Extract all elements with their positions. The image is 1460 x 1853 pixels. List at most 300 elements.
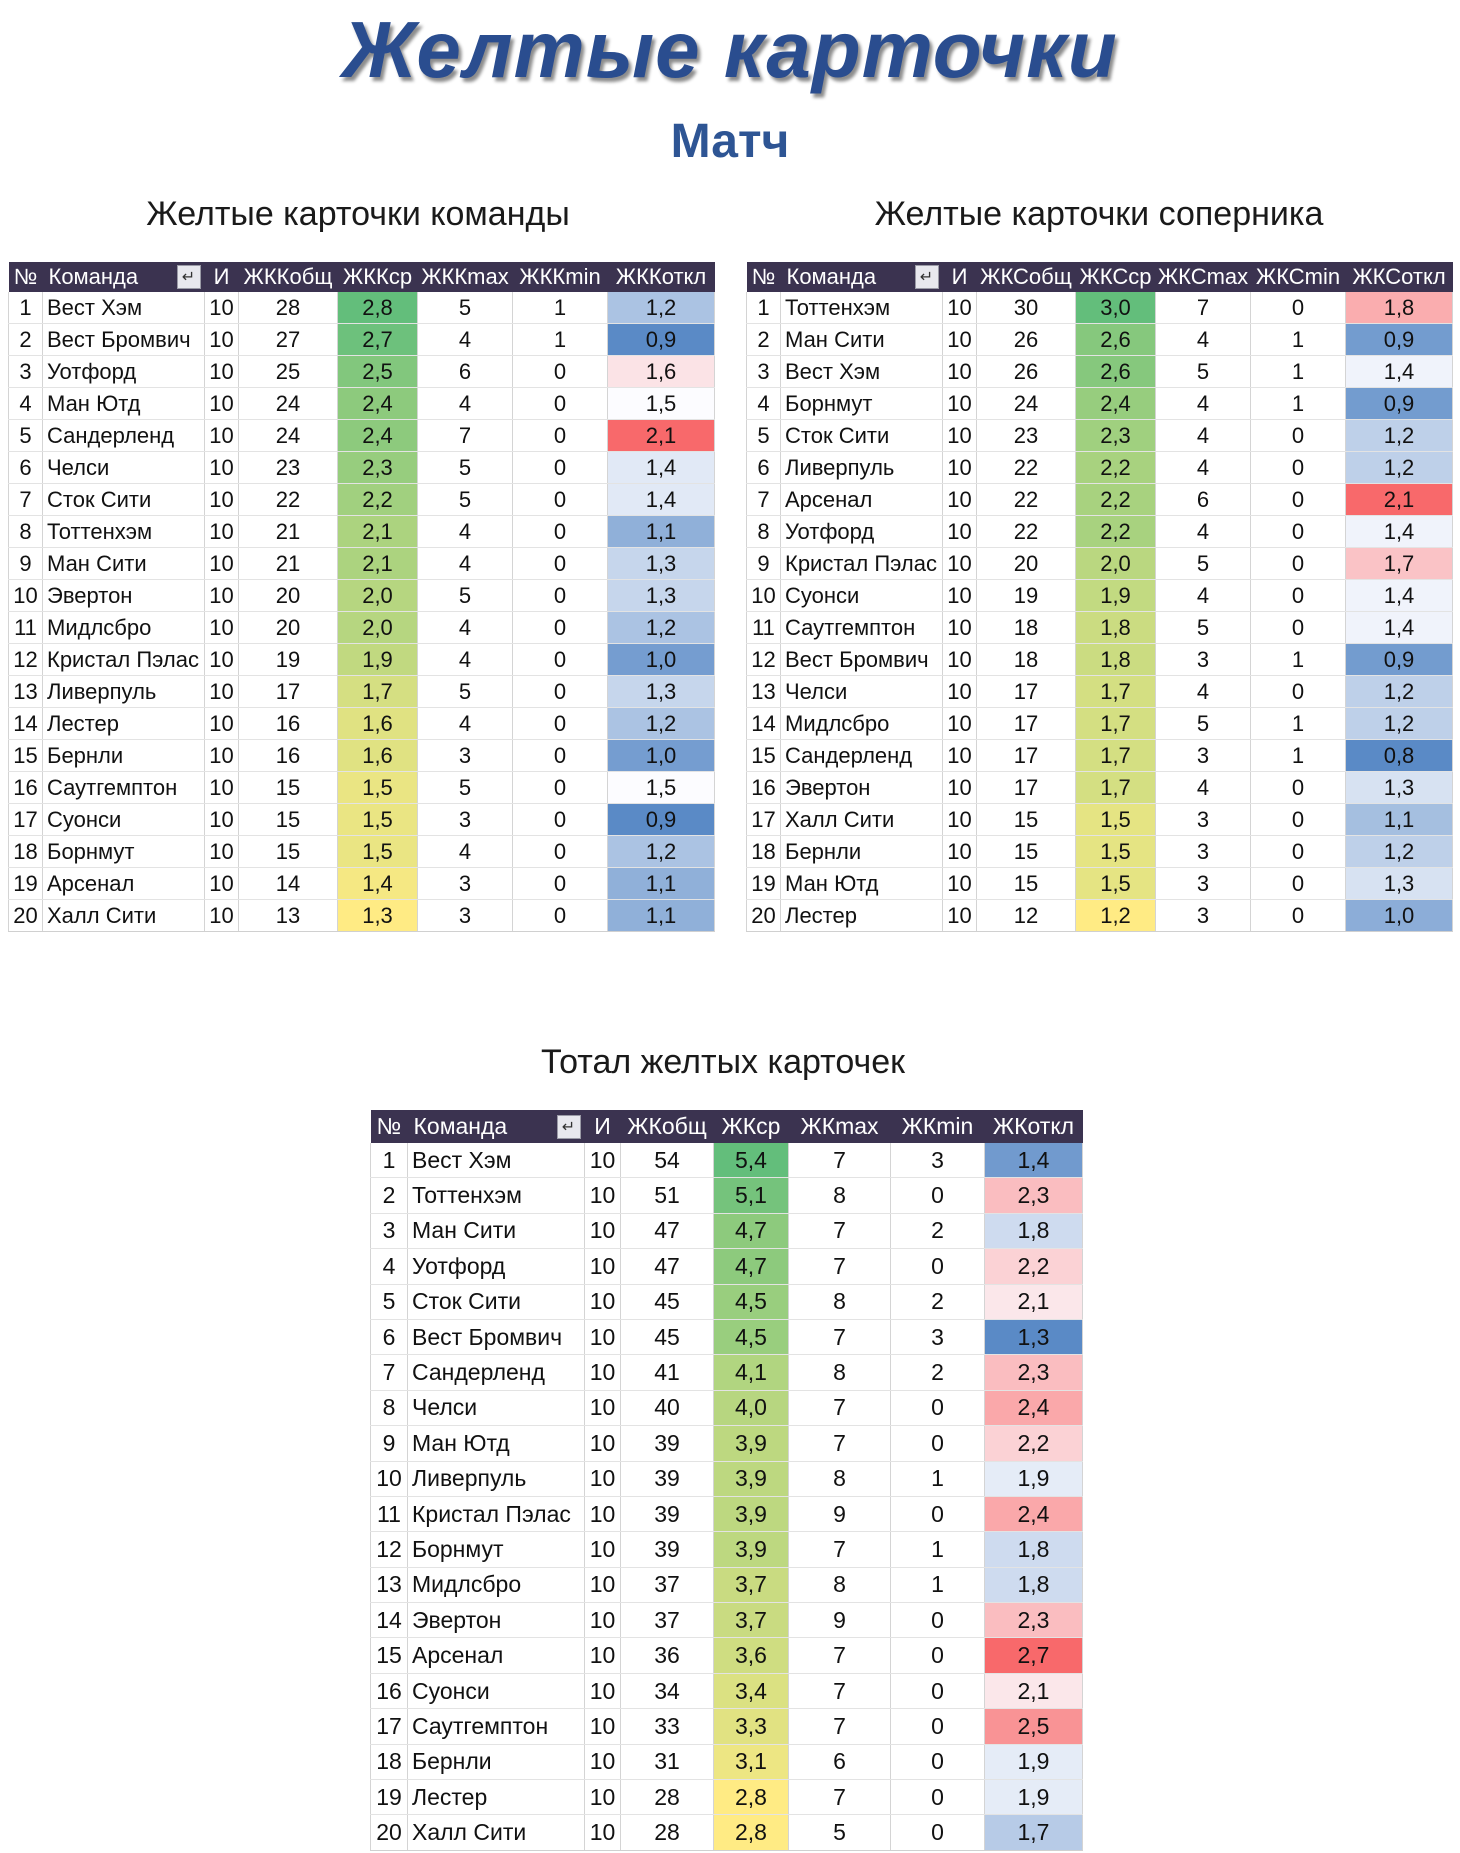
cell-games: 10 [943,420,977,452]
cell-avg: 2,4 [338,420,418,452]
cell-dev: 1,3 [608,580,715,612]
cell-games: 10 [943,356,977,388]
cell-games: 10 [585,1426,621,1461]
cell-team: Кристал Пэлас [408,1496,585,1531]
cell-num: 10 [747,580,781,612]
cell-num: 11 [9,612,43,644]
header-max [1156,262,1251,292]
header-label: № [751,264,776,289]
header-games [943,262,977,292]
cell-total: 25 [239,356,338,388]
cell-max: 4 [1156,452,1251,484]
cell-avg: 2,2 [1076,452,1156,484]
header-team[interactable] [408,1110,585,1143]
header-avg [714,1110,789,1143]
cell-dev: 1,4 [1346,612,1453,644]
cell-min: 0 [891,1390,985,1425]
cell-team: Лестер [408,1780,585,1815]
cell-num: 8 [371,1390,408,1425]
cell-dev: 1,1 [608,516,715,548]
cell-dev: 1,8 [1346,292,1453,324]
cell-total: 24 [239,388,338,420]
cell-num: 5 [9,420,43,452]
cell-total: 28 [621,1815,714,1850]
header-label: ЖКоткл [992,1113,1075,1139]
cell-min: 0 [891,1709,985,1744]
cell-total: 24 [977,388,1076,420]
cell-avg: 4,5 [714,1319,789,1354]
cell-dev: 2,7 [985,1638,1083,1673]
cell-num: 4 [371,1249,408,1284]
cell-num: 15 [747,740,781,772]
table-row [9,708,715,740]
cell-dev: 1,7 [1346,548,1453,580]
cell-max: 7 [789,1426,891,1461]
cell-games: 10 [943,676,977,708]
cell-team: Халл Сити [408,1815,585,1850]
cell-min: 2 [891,1284,985,1319]
cell-num: 7 [9,484,43,516]
cell-total: 16 [239,708,338,740]
cell-min: 0 [1251,580,1346,612]
cell-games: 10 [205,356,239,388]
cell-num: 8 [9,516,43,548]
cell-avg: 5,1 [714,1178,789,1213]
cell-max: 4 [418,516,513,548]
cell-dev: 1,3 [608,676,715,708]
cell-max: 4 [1156,324,1251,356]
cell-avg: 1,9 [1076,580,1156,612]
cell-num: 17 [371,1709,408,1744]
table-row [371,1390,1083,1425]
cell-team: Бернли [43,740,205,772]
table-row [9,516,715,548]
cell-num: 6 [9,452,43,484]
cell-total: 39 [621,1496,714,1531]
cell-min: 0 [513,900,608,932]
cell-team: Уотфорд [408,1249,585,1284]
cell-min: 0 [513,644,608,676]
header-total [239,262,338,292]
cell-avg: 1,6 [338,740,418,772]
cell-avg: 2,0 [1076,548,1156,580]
cell-dev: 1,4 [1346,356,1453,388]
cell-dev: 1,8 [985,1532,1083,1567]
cell-games: 10 [205,868,239,900]
cell-avg: 4,0 [714,1390,789,1425]
cell-dev: 2,2 [985,1249,1083,1284]
cell-min: 0 [513,356,608,388]
cell-team: Борнмут [408,1532,585,1567]
header-num [9,262,43,292]
sort-filter-icon[interactable]: ↵ [177,265,201,289]
header-label: ЖКСmax [1157,264,1249,289]
cell-total: 19 [239,644,338,676]
header-label: № [376,1113,402,1139]
cell-max: 7 [789,1673,891,1708]
header-label: ЖККmin [519,264,601,289]
cell-total: 22 [977,452,1076,484]
cell-max: 4 [418,612,513,644]
cell-dev: 1,5 [608,772,715,804]
cell-avg: 5,4 [714,1143,789,1178]
cell-dev: 0,9 [1346,324,1453,356]
cell-num: 13 [371,1567,408,1602]
sort-filter-icon[interactable]: ↵ [915,265,939,289]
cell-max: 5 [418,452,513,484]
cell-team: Сандерленд [43,420,205,452]
header-label: ЖКmax [800,1113,879,1139]
cell-min: 0 [891,1603,985,1638]
cell-max: 8 [789,1461,891,1496]
cell-avg: 2,4 [338,388,418,420]
cell-max: 7 [418,420,513,452]
cell-min: 3 [891,1319,985,1354]
cell-dev: 1,9 [985,1461,1083,1496]
cell-min: 0 [513,868,608,900]
cell-total: 20 [239,580,338,612]
cell-min: 1 [1251,388,1346,420]
cell-num: 18 [747,836,781,868]
cell-min: 0 [1251,420,1346,452]
cell-total: 15 [239,804,338,836]
cell-games: 10 [205,804,239,836]
table-row [9,900,715,932]
cell-num: 1 [9,292,43,324]
cell-total: 36 [621,1638,714,1673]
cell-min: 0 [891,1496,985,1531]
cell-max: 8 [789,1178,891,1213]
cell-avg: 2,6 [1076,324,1156,356]
cell-total: 17 [977,740,1076,772]
table-row [9,644,715,676]
table-row [9,420,715,452]
table-row [371,1638,1083,1673]
cell-games: 10 [943,772,977,804]
table-row [9,804,715,836]
table-row [747,708,1453,740]
cell-min: 0 [513,516,608,548]
cell-max: 4 [1156,420,1251,452]
cell-team: Лестер [781,900,943,932]
cell-num: 20 [9,900,43,932]
cell-team: Ман Сити [781,324,943,356]
table-row [371,1284,1083,1319]
cell-dev: 2,1 [985,1284,1083,1319]
header-total [621,1110,714,1143]
header-min [1251,262,1346,292]
cell-team: Ливерпуль [408,1461,585,1496]
cell-min: 0 [1251,612,1346,644]
table-row [747,548,1453,580]
header-num [747,262,781,292]
cell-max: 7 [789,1709,891,1744]
cell-games: 10 [205,388,239,420]
cell-dev: 1,3 [1346,772,1453,804]
cell-avg: 1,5 [1076,836,1156,868]
cell-dev: 1,4 [1346,516,1453,548]
cell-total: 22 [239,484,338,516]
cell-team: Сандерленд [408,1355,585,1390]
cell-team: Ман Ютд [781,868,943,900]
cell-min: 0 [1251,452,1346,484]
cell-games: 10 [585,1319,621,1354]
cell-games: 10 [943,548,977,580]
header-row [371,1110,1083,1143]
cell-games: 10 [205,676,239,708]
cell-min: 0 [1251,676,1346,708]
cell-total: 24 [239,420,338,452]
cell-dev: 1,1 [1346,804,1453,836]
cell-total: 45 [621,1319,714,1354]
cell-num: 10 [371,1461,408,1496]
cell-games: 10 [205,292,239,324]
cell-total: 39 [621,1532,714,1567]
cell-total: 16 [239,740,338,772]
header-max [789,1110,891,1143]
cell-team: Уотфорд [43,356,205,388]
cell-num: 6 [371,1319,408,1354]
cell-total: 26 [977,356,1076,388]
header-label: ЖКmin [901,1113,974,1139]
cell-min: 1 [1251,740,1346,772]
header-team[interactable] [43,262,205,292]
cell-team: Челси [408,1390,585,1425]
header-label: ЖККоткл [615,264,707,289]
header-team[interactable] [781,262,943,292]
cell-max: 8 [789,1567,891,1602]
cell-min: 0 [513,452,608,484]
cell-total: 20 [239,612,338,644]
table-row [371,1673,1083,1708]
cell-games: 10 [205,612,239,644]
cell-min: 1 [1251,644,1346,676]
table-row [9,484,715,516]
main-title: Желтые карточки [342,5,1118,94]
cell-min: 1 [891,1567,985,1602]
cell-total: 15 [977,804,1076,836]
cell-dev: 1,1 [608,900,715,932]
cell-max: 4 [418,548,513,580]
cell-games: 10 [943,612,977,644]
cell-num: 5 [371,1284,408,1319]
table-row [747,836,1453,868]
table-row [371,1213,1083,1248]
cell-avg: 3,0 [1076,292,1156,324]
table-row [747,516,1453,548]
cell-avg: 3,9 [714,1426,789,1461]
cell-num: 15 [9,740,43,772]
cell-team: Кристал Пэлас [781,548,943,580]
cell-num: 4 [747,388,781,420]
cell-avg: 2,3 [1076,420,1156,452]
cell-avg: 3,7 [714,1603,789,1638]
cell-dev: 0,9 [608,324,715,356]
cell-team: Тоттенхэм [781,292,943,324]
cell-dev: 1,6 [608,356,715,388]
cell-games: 10 [943,388,977,420]
cell-num: 3 [371,1213,408,1248]
cell-avg: 2,1 [338,516,418,548]
cell-games: 10 [205,644,239,676]
cell-num: 14 [9,708,43,740]
cell-total: 28 [621,1780,714,1815]
sort-filter-icon[interactable]: ↵ [557,1115,581,1139]
cell-min: 0 [513,548,608,580]
cell-max: 6 [789,1744,891,1779]
cell-team: Челси [43,452,205,484]
cell-num: 13 [747,676,781,708]
table-row [747,452,1453,484]
cell-total: 39 [621,1461,714,1496]
cell-dev: 1,2 [1346,836,1453,868]
header-dev [608,262,715,292]
cell-total: 54 [621,1143,714,1178]
table-row [371,1532,1083,1567]
cell-dev: 1,2 [1346,676,1453,708]
cell-num: 7 [371,1355,408,1390]
cell-avg: 1,8 [1076,612,1156,644]
cell-games: 10 [205,324,239,356]
cell-max: 3 [418,900,513,932]
table-row [371,1143,1083,1178]
cell-max: 7 [789,1638,891,1673]
table-row [371,1319,1083,1354]
cell-avg: 1,5 [1076,804,1156,836]
cell-games: 10 [943,580,977,612]
cell-min: 0 [891,1673,985,1708]
cell-max: 5 [1156,612,1251,644]
cell-games: 10 [585,1284,621,1319]
header-max [418,262,513,292]
cell-team: Ман Сити [408,1213,585,1248]
header-label: ЖКср [721,1113,781,1139]
cell-team: Сандерленд [781,740,943,772]
cell-num: 11 [747,612,781,644]
cell-total: 40 [621,1390,714,1425]
cell-avg: 2,1 [338,548,418,580]
cell-games: 10 [205,516,239,548]
cell-dev: 2,3 [985,1178,1083,1213]
cell-max: 4 [1156,388,1251,420]
cell-max: 4 [418,708,513,740]
cell-max: 6 [1156,484,1251,516]
cell-avg: 2,0 [338,580,418,612]
cell-dev: 1,2 [1346,708,1453,740]
cell-min: 0 [513,708,608,740]
cell-num: 12 [9,644,43,676]
cell-team: Борнмут [781,388,943,420]
table-row [747,740,1453,772]
header-label: Команда [413,1113,508,1139]
table-row [9,388,715,420]
cell-games: 10 [585,1355,621,1390]
cell-avg: 2,2 [338,484,418,516]
cell-max: 4 [418,324,513,356]
cell-max: 4 [418,388,513,420]
cell-num: 16 [747,772,781,804]
cell-avg: 1,5 [338,804,418,836]
cell-avg: 1,7 [338,676,418,708]
team-cards-table [8,262,715,932]
cell-dev: 2,1 [608,420,715,452]
cell-min: 0 [1251,804,1346,836]
cell-team: Халл Сити [43,900,205,932]
total-cards-title: Тотал желтых карточек [540,1043,906,1081]
opponent-cards-title: Желтые карточки соперника [874,195,1324,233]
cell-total: 12 [977,900,1076,932]
cell-max: 7 [789,1390,891,1425]
cell-min: 0 [513,580,608,612]
cell-total: 47 [621,1213,714,1248]
cell-team: Арсенал [781,484,943,516]
cell-team: Бернли [781,836,943,868]
table-row [371,1461,1083,1496]
cell-min: 1 [513,324,608,356]
header-label: И [594,1113,611,1139]
cell-dev: 1,2 [608,708,715,740]
cell-min: 0 [513,836,608,868]
cell-games: 10 [585,1143,621,1178]
cell-avg: 2,7 [338,324,418,356]
cell-avg: 1,7 [1076,676,1156,708]
cell-max: 5 [1156,708,1251,740]
header-label: И [213,264,230,289]
cell-num: 1 [747,292,781,324]
cell-max: 5 [418,484,513,516]
cell-max: 5 [1156,548,1251,580]
cell-num: 6 [747,452,781,484]
cell-avg: 1,7 [1076,708,1156,740]
cell-min: 1 [1251,356,1346,388]
table-row [371,1780,1083,1815]
cell-min: 0 [513,612,608,644]
cell-total: 17 [977,708,1076,740]
table-row [371,1603,1083,1638]
cell-num: 7 [747,484,781,516]
header-min [513,262,608,292]
cell-max: 3 [1156,644,1251,676]
cell-avg: 3,9 [714,1461,789,1496]
cell-num: 10 [9,580,43,612]
cell-dev: 2,3 [985,1603,1083,1638]
header-games [205,262,239,292]
cell-games: 10 [943,452,977,484]
cell-max: 7 [789,1143,891,1178]
cell-games: 10 [943,804,977,836]
cell-dev: 1,2 [608,836,715,868]
cell-team: Вест Бромвич [408,1319,585,1354]
table-row [9,580,715,612]
cell-dev: 1,5 [608,388,715,420]
cell-dev: 0,9 [1346,388,1453,420]
cell-min: 0 [1251,484,1346,516]
cell-min: 0 [1251,292,1346,324]
cell-games: 10 [205,484,239,516]
cell-min: 0 [1251,868,1346,900]
cell-dev: 2,4 [985,1496,1083,1531]
header-avg [338,262,418,292]
table-row [9,324,715,356]
cell-total: 18 [977,612,1076,644]
cell-games: 10 [943,292,977,324]
cell-num: 3 [747,356,781,388]
cell-games: 10 [585,1496,621,1531]
cell-dev: 1,4 [608,452,715,484]
table-row [9,676,715,708]
table-row [9,292,715,324]
cell-total: 14 [239,868,338,900]
